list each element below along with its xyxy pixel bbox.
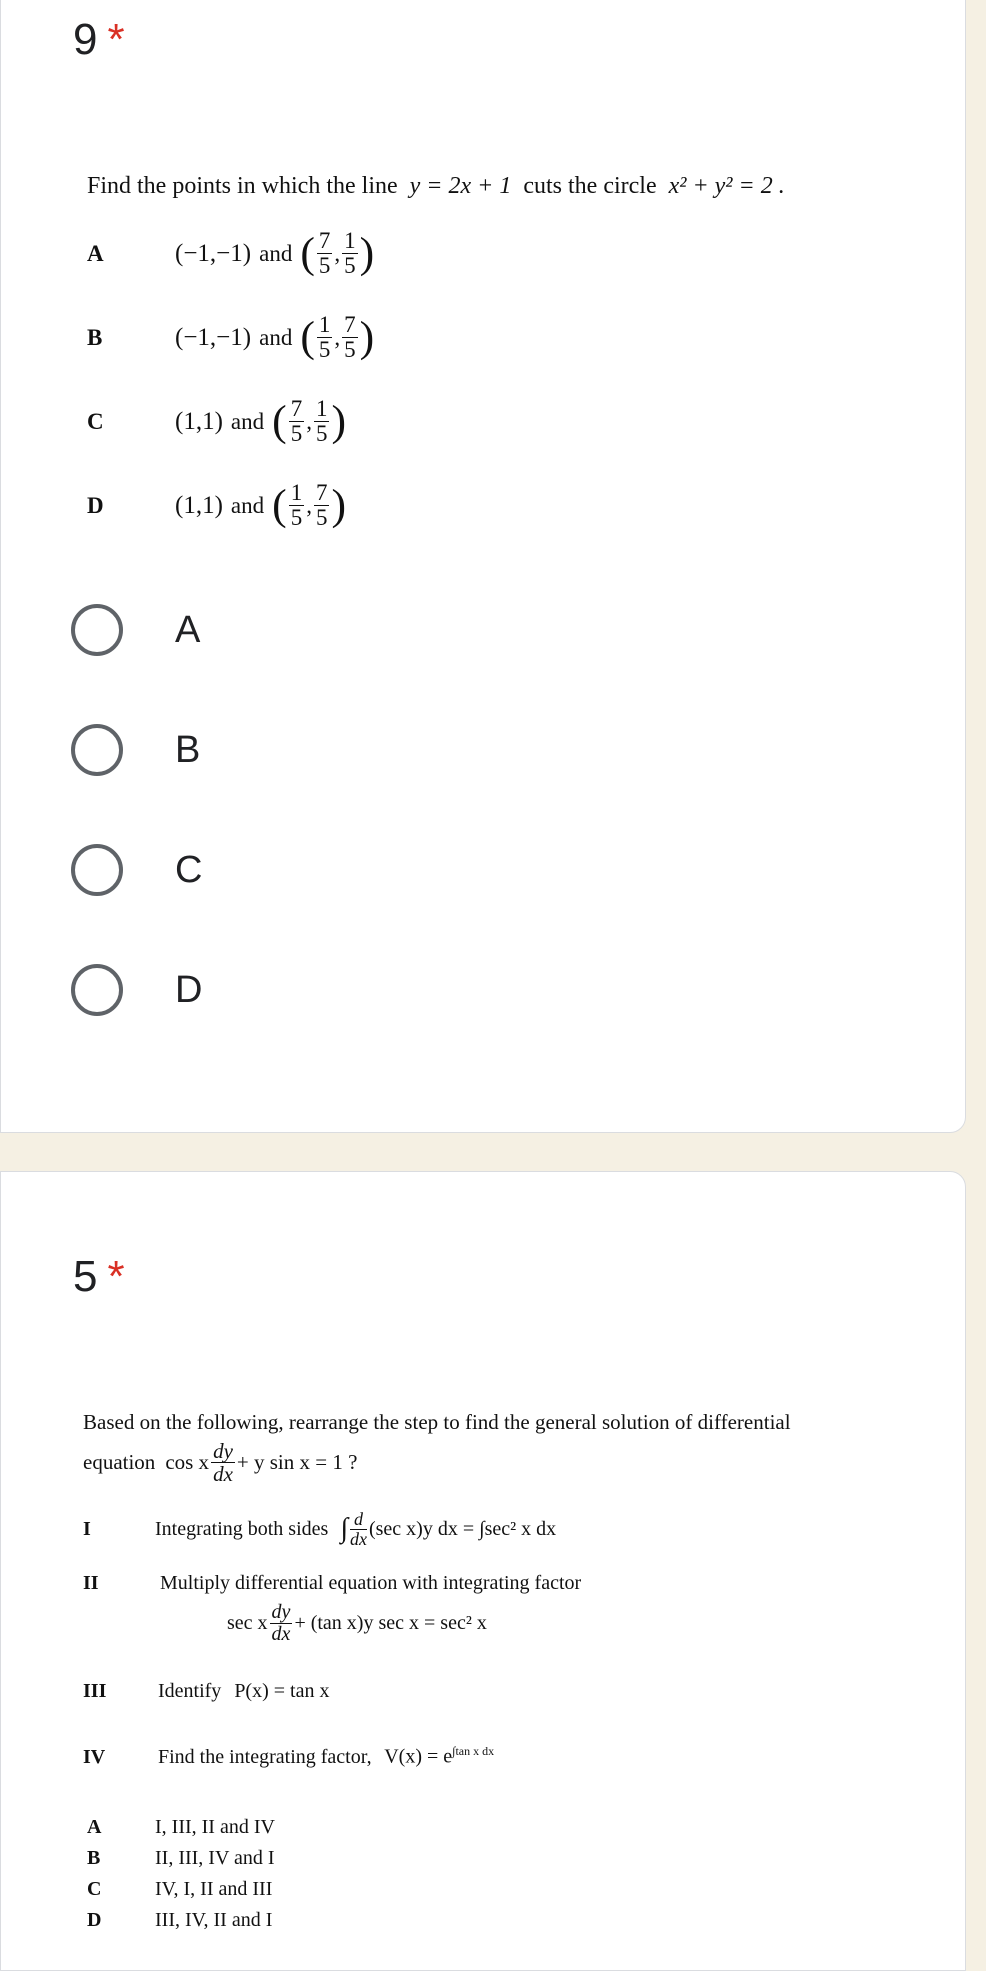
radio-choice-b[interactable] [71,720,200,780]
option-a-row: A (−1,−1) and ( $\frac{7}{5}$ , $\frac{1}{5}$ ) [87,228,375,279]
step-ii: II Multiply differential equation with integrating factor [83,1572,582,1594]
option-b-row: B (−1,−1) and ( $\frac{1}{5}$ , $\frac{7}{5}$ ) [87,312,375,363]
question-prompt-line1: Based on the following, rearrange the step to find the general solution of differential [83,1410,791,1434]
required-asterisk: * [107,15,125,64]
required-asterisk: * [107,1252,125,1301]
step-iv: IV Find the integrating factor, $V(x) = e^{\int tan x dx}$ [83,1744,495,1768]
radio-choice-d[interactable] [71,960,202,1020]
step-i: I Integrating both sides ∫ $\frac{d}{dx}$ (sec x)y dx = ∫sec² x dx [83,1509,557,1549]
radio-label[interactable]: D [175,968,203,1011]
radio-choice-a[interactable] [71,600,200,660]
radio-button[interactable] [71,964,123,1016]
answer-c: C IV, I, II and III [87,1878,273,1900]
answer-b: B II, III, IV and I [87,1847,275,1869]
radio-label[interactable]: B [175,728,201,771]
step-ii-equation: sec x $\frac{dy}{dx}$ + (tan x)y sec x = sec² x [227,1601,487,1645]
question-prompt-equation: equation cos x $\frac{dy}{dx}$ + y sin x = 1 ? [83,1439,358,1487]
answer-a: A I, III, II and IV [87,1816,275,1838]
question-number: 9 * [73,15,125,64]
radio-label[interactable]: C [175,848,203,891]
answer-list [83,1812,275,1936]
question-card-5 [0,1171,966,1971]
question-number: 5 * [73,1252,125,1301]
step-iii: III Identify P(x) = tan x [83,1680,330,1702]
option-d-row: D (1,1) and ( $\frac{1}{5}$ , $\frac{7}{5}$ ) [87,480,346,531]
answer-d: D III, IV, II and I [87,1909,273,1931]
option-c-row: C (1,1) and ( $\frac{7}{5}$ , $\frac{1}{5}$ ) [87,396,346,447]
radio-label[interactable]: A [175,608,201,651]
radio-button[interactable] [71,724,123,776]
radio-button[interactable] [71,844,123,896]
radio-choice-c[interactable] [71,840,202,900]
radio-button[interactable] [71,604,123,656]
question-prompt: Find the points in which the line y = 2x + 1 cuts the circle x² + y² = 2 . [87,173,785,199]
